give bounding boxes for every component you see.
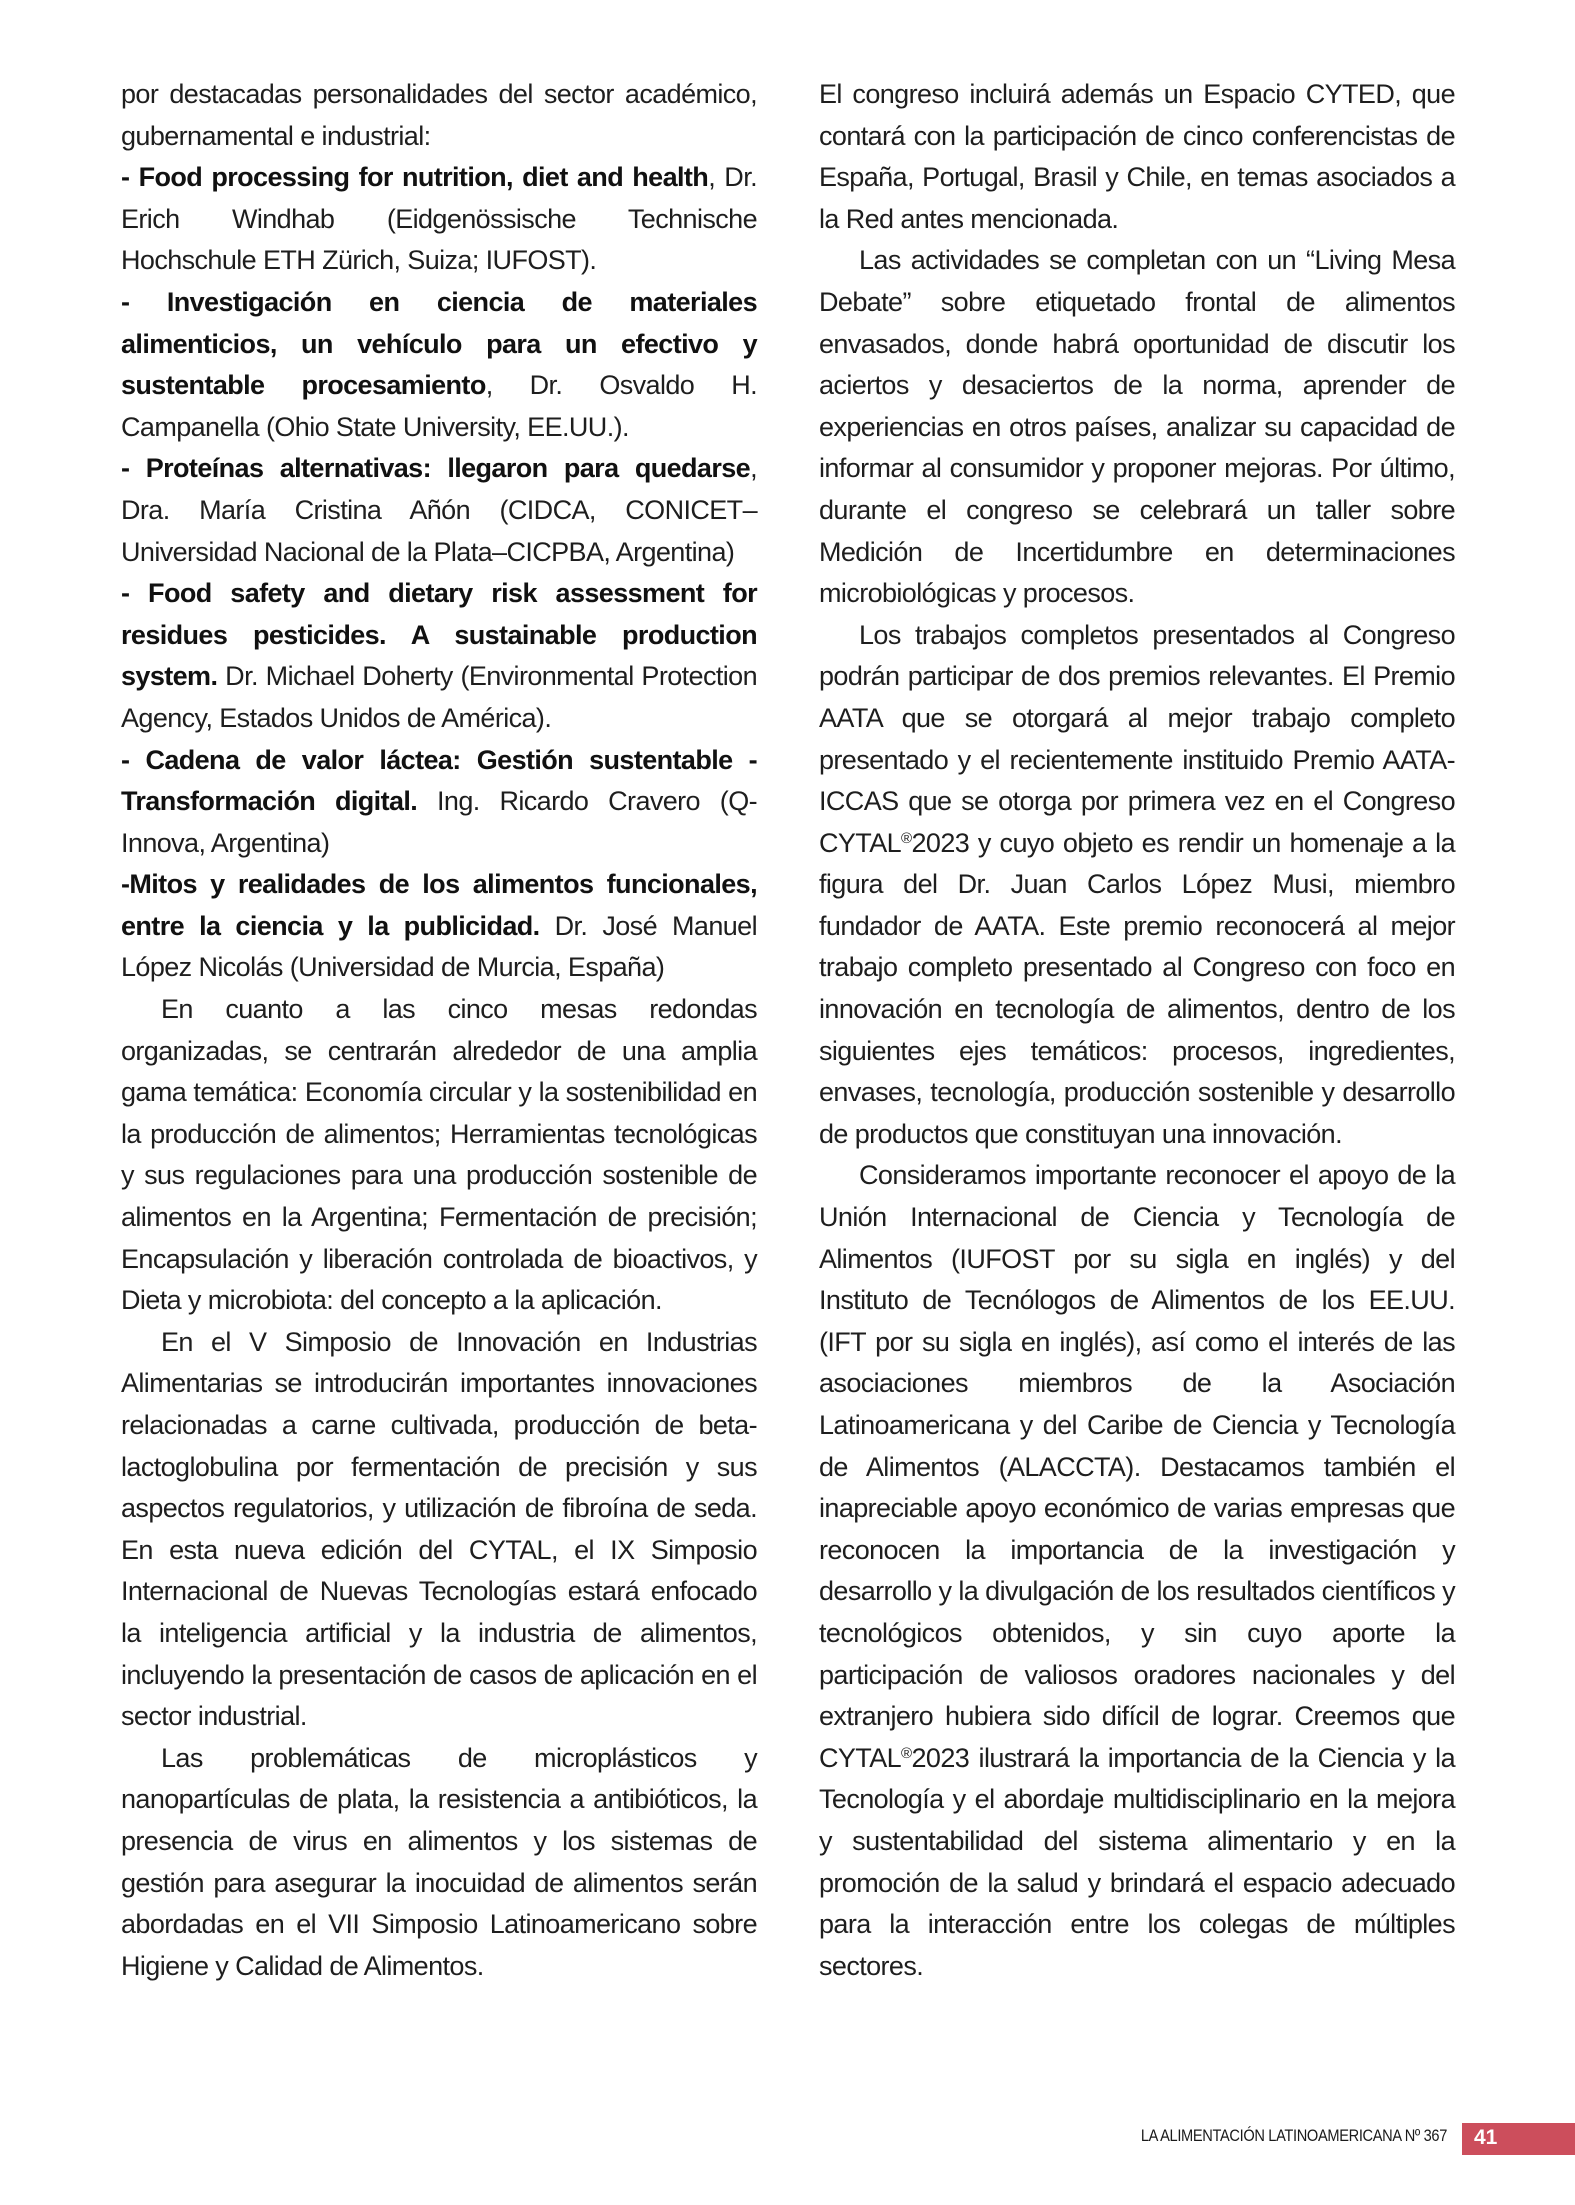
lecture-item <box>121 740 757 865</box>
page-number: 41 <box>1474 2126 1498 2149</box>
innovation-symposium-paragraph: En el V Simposio de Innovación en Industrias Alimentarias se introducirán importantes innovaciones relacionadas a carne cultivada, producción de beta-lactoglobulina por fermentación de precisión y sus aspectos regulatorios, y utilización de fibroína de seda. En esta nueva edición del CYTAL, el IX Simposio Internacional de Nuevas Tecnologías estará enfocado la inteligencia artificial y la industria de alimentos, incluyendo la presentación de casos de aplicación en el sector industrial. <box>121 1326 757 1732</box>
round-tables-paragraph: En cuanto a las cinco mesas redondas organizadas, se centrarán alrededor de una amplia gama temática: Economía circular y la sostenibilidad en la producción de alimentos; Herramientas tecnológicas y sus regulaciones para una producción sostenible de alimentos en la Argentina; Fermentación de precisión; Encapsulación y liberación controlada de bioactivos, y Dieta y microbiota: del concepto a la aplicación. <box>121 994 757 1316</box>
lecture-speaker: Dra. María Cristina Añón (CIDCA, CONICET–Universidad Nacional de la Plata–CICPBA, Argentina) <box>121 494 757 567</box>
lecture-separator: , <box>750 453 757 484</box>
closing-text-end: 2023 ilustrará la importancia de la Ciencia y la Tecnología y el abordaje multidisciplinario en la mejora y sustentabilidad del sistema alimentario y en la promoción de la salud y brindará el espacio adecuado para la interacción entre los colegas de múltiples sectores. <box>819 1742 1455 1981</box>
awards-text-start: Los trabajos completos presentados al Congreso podrán participar de dos premios relevantes. El Premio AATA que se otorgará al mejor trabajo completo presentado y el recientemente instituido Premio AATA-ICCAS que se otorga por primera vez en el Congreso CYTAL <box>819 619 1455 858</box>
page-footer <box>0 2123 1575 2155</box>
lecture-separator: , <box>485 370 493 401</box>
lecture-title: - Investigación en ciencia de materiales alimenticios, un vehículo para un efectivo y sustentable procesamiento <box>121 286 757 401</box>
lecture-item <box>121 864 757 989</box>
food-safety-symposium-paragraph: Las problemáticas de microplásticos y nanopartículas de plata, la resistencia a antibióticos, la presencia de virus en alimentos y los sistemas de gestión para asegurar la inocuidad de alimentos serán abordadas en el VII Simposio Latinoamericano sobre Higiene y Calidad de Alimentos. <box>121 1742 757 1981</box>
lecture-item <box>121 573 757 739</box>
closing-paragraph <box>819 1155 1455 1987</box>
awards-paragraph <box>819 615 1455 1156</box>
cyted-paragraph: El congreso incluirá además un Espacio CYTED, que contará con la participación de cinco conferencistas de España, Portugal, Brasil y Chile, en temas asociados a la Red antes mencionada. <box>819 79 1455 234</box>
lecture-title: - Food safety and dietary risk assessment for residues pesticides. A sustainable production system. <box>121 578 757 692</box>
lecture-speaker: Dr. Michael Doherty (Environmental Protection Agency, Estados Unidos de América). <box>121 661 757 733</box>
lecture-speaker: Dr. José Manuel López Nicolás (Universidad de Murcia, España) <box>121 910 757 983</box>
lecture-title: - Cadena de valor láctea: Gestión sustentable - Transformación digital. <box>121 744 757 817</box>
right-column <box>819 74 1455 1987</box>
lecture-title: - Food processing for nutrition, diet and health <box>121 162 709 193</box>
registered-mark: ® <box>901 829 912 847</box>
lecture-speaker: Dr. Osvaldo H. Campanella (Ohio State University, EE.UU.). <box>121 370 757 442</box>
left-column <box>121 74 757 1987</box>
lecture-speaker: Dr. Erich Windhab (Eidgenössische Technische Hochschule ETH Zürich, Suiza; IUFOST). <box>121 162 757 276</box>
lecture-item <box>121 282 757 448</box>
lecture-title: -Mitos y realidades de los alimentos funcionales, entre la ciencia y la publicidad. <box>121 869 757 941</box>
registered-mark: ® <box>901 1744 912 1762</box>
closing-text-start: Consideramos importante reconocer el apoyo de la Unión Internacional de Ciencia y Tecnología de Alimentos (IUFOST por su sigla en inglés) y del Instituto de Tecnólogos de Alimentos de los EE.UU. (IFT por su sigla en inglés), así como el interés de las asociaciones miembros de la Asociación Latinoamericana y del Caribe de Ciencia y Tecnología de Alimentos (ALACCTA). Destacamos también el inapreciable apoyo económico de varias empresas que reconocen la importancia de la investigación y desarrollo y la divulgación de los resultados científicos y tecnológicos obtenidos, y sin cuyo aporte la participación de valiosos oradores nacionales y del extranjero hubiera sido difícil de lograr. Creemos que CYTAL <box>819 1160 1455 1773</box>
intro-paragraph: por destacadas personalidades del sector académico, gubernamental e industrial: <box>121 79 757 151</box>
awards-text-end: 2023 y cuyo objeto es rendir un homenaje a la figura del Dr. Juan Carlos López Musi, miembro fundador de AATA. Este premio reconocerá al mejor trabajo completo presentado al Congreso con foco en innovación en tecnología de alimentos, dentro de los siguientes ejes temáticos: procesos, ingredientes, envases, tecnología, producción sostenible y desarrollo de productos que constituyan una innovación. <box>819 827 1455 1149</box>
activities-paragraph: Las actividades se completan con un “Living Mesa Debate” sobre etiquetado frontal de alimentos envasados, donde habrá oportunidad de discutir los aciertos y desaciertos de la norma, aprender de experiencias en otros países, analizar su capacidad de informar al consumidor y proponer mejoras. Por último, durante el congreso se celebrará un taller sobre Medición de Incertidumbre en determinaciones microbiológicas y procesos. <box>819 245 1455 609</box>
lecture-item <box>121 157 757 282</box>
lecture-separator: , <box>708 162 716 193</box>
lecture-item <box>121 448 757 573</box>
lecture-speaker: Ing. Ricardo Cravero (Q-Innova, Argentina) <box>121 786 757 858</box>
lecture-title: - Proteínas alternativas: llegaron para quedarse <box>121 453 751 484</box>
publication-title: LA ALIMENTACIÓN LATINOAMERICANA Nº 367 <box>1140 2126 1447 2145</box>
page-number-badge <box>1462 2123 1575 2155</box>
